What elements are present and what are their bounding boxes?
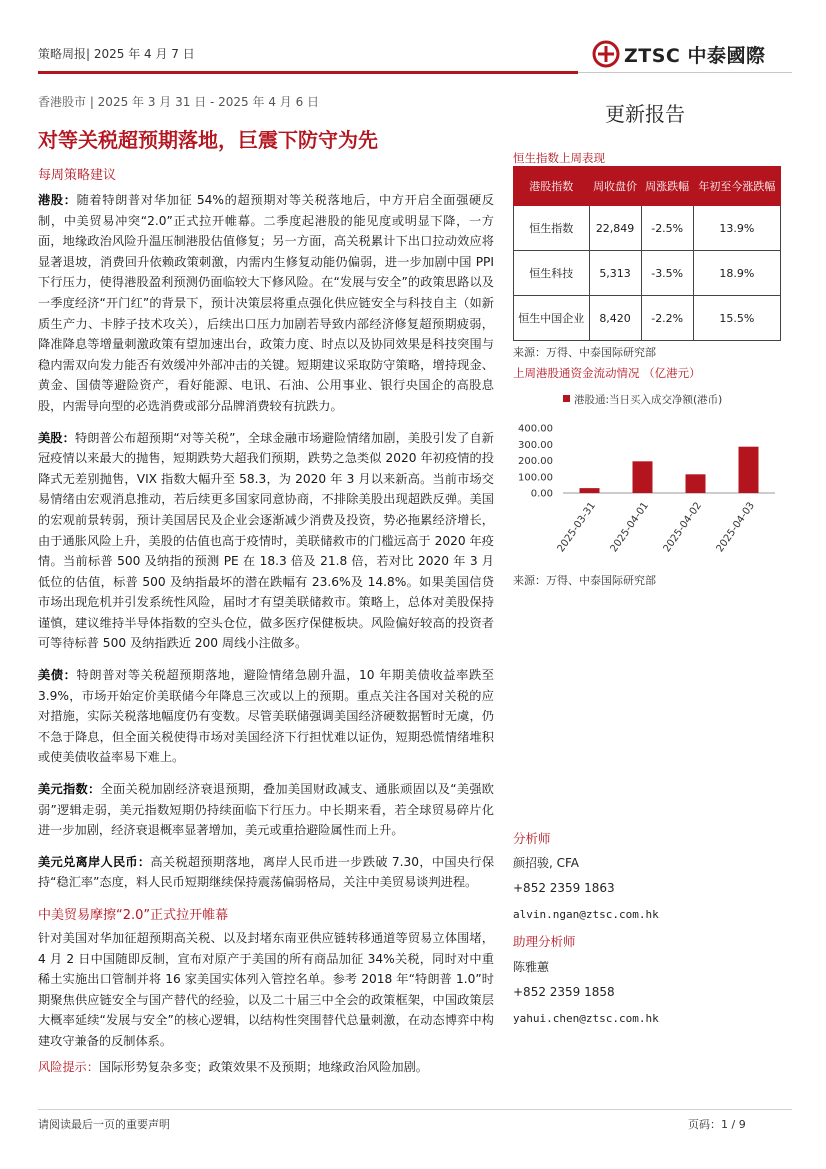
bar <box>686 474 706 493</box>
cnh-text: 高关税超预期落地，离岸人民币进一步跌破 7.30，中国央行保持“稳汇率”态度，料人民币短期继续保持震荡偏弱格局，关注中美贸易谈判进程。 <box>38 854 495 890</box>
index-table <box>513 166 781 341</box>
page-number: 页码：1 / 9 <box>688 1118 746 1131</box>
us-bond-paragraph <box>38 665 494 768</box>
weekly-change: -2.2% <box>641 296 693 341</box>
header-rule <box>38 71 578 74</box>
y-tick-label: 300.00 <box>518 439 553 451</box>
cnh-paragraph <box>38 852 494 893</box>
bar <box>739 447 759 493</box>
legend-label: 港股通:当日买入成交净额(港币) <box>574 394 723 406</box>
weekly-heading: 每周策略建议 <box>38 168 117 183</box>
flow-chart-title: 上周港股通资金流动情况 （亿港元） <box>513 366 701 380</box>
weekly-change: -3.5% <box>641 251 693 296</box>
hk-text: 随着特朗普对华加征 54%的超预期对等关税落地后，中方开启全面强硬反制，中美贸易冲突“2.0”正式拉开帷幕。二季度起港股的能见度或明显下降，一方面，地缘政治风险升温压制港股估值修复；另一方面，高关税累计下出口拉动效应将显著退坡，消费回升依赖政策刺激，内需内生修复动能仍偏弱，进一步加剧中国 PPI 下行压力，使得港股盈利预测仍面临较大下修风险。在“发展与安全”的政策思路以及一季度经济“开门红”的背景下，预计决策层将重点强化供应链安全与科技自主（如新质生产力、卡脖子技术攻关），后续出口压力加剧若导致内部经济修复超预期疲弱，降准降息等增量刺激政策有望加速出台，政策力度、时点以及协同效果是科技突围与稳内需双向发力能否有效缓冲外部冲击的关键。短期建议采取防守策略，增持现金、黄金、国债等避险资产，看好能源、电讯、石油、公用事业、银行央国企的高股息股，内需导向型的必选消费或部分品牌消费较有抗跌力。 <box>38 193 494 413</box>
y-tick-label: 100.00 <box>518 472 553 484</box>
analyst-label: 分析师 <box>513 831 551 846</box>
y-tick-label: 0.00 <box>530 488 553 500</box>
hk-paragraph <box>38 190 494 417</box>
us-bond-text: 特朗普对等关税超预期落地，避险情绪急剧升温，10 年期美债收益率跌至 3.9%，市场开始定价美联储今年降息三次或以上的预期。重点关注各国对关税的应对措施，实际关税落地幅度仍有变数。尽管美联储强调美国经济硬数据暂时无虞，仍不急于降息，但全面关税使得市场对美国经济下行担忧难以证伪，短期恐慌情绪堆积或使美债收益率易下难上。 <box>38 668 494 765</box>
col-header: 周涨跌幅 <box>641 167 693 206</box>
close-price: 5,313 <box>589 251 641 296</box>
assistant-label: 助理分析师 <box>513 934 576 949</box>
logo-icon <box>592 40 620 68</box>
trade-war-heading: 中美贸易摩擦“2.0”正式拉开帷幕 <box>38 908 229 923</box>
col-header: 港股指数 <box>514 167 590 206</box>
index-name: 恒生中国企业 <box>514 296 590 341</box>
y-tick-label: 400.00 <box>518 423 553 435</box>
table-row <box>514 206 781 251</box>
bar <box>580 488 600 493</box>
analyst-name: 颜招骏, CFA <box>513 856 580 870</box>
chart-source: 来源：万得、中泰国际研究部 <box>513 574 656 587</box>
col-header: 周收盘价 <box>589 167 641 206</box>
ytd-change: 15.5% <box>693 296 780 341</box>
risk-label: 风险提示： <box>38 1060 99 1074</box>
ytd-change: 13.9% <box>693 206 780 251</box>
footer-rule <box>38 1109 792 1110</box>
col-header: 年初至今涨跌幅 <box>693 167 780 206</box>
x-tick-label: 2025-04-01 <box>608 500 651 555</box>
cnh-label: 美元兑离岸人民币： <box>38 854 151 869</box>
assistant-email[interactable]: yahui.chen@ztsc.com.hk <box>513 1012 659 1025</box>
index-table-title: 恒生指数上周表现 <box>513 151 605 165</box>
dxy-paragraph <box>38 779 494 841</box>
index-name: 恒生指数 <box>514 206 590 251</box>
index-table-wrap <box>513 166 781 341</box>
logo-text: ZTSC 中泰國際 <box>624 44 766 67</box>
flow-chart <box>513 385 783 570</box>
analyst-phone: +852 2359 1863 <box>513 881 615 895</box>
x-tick-label: 2025-03-31 <box>555 500 598 555</box>
dxy-label: 美元指数： <box>38 782 101 797</box>
us-bond-label: 美债： <box>38 668 77 683</box>
dxy-text: 全面关税加剧经济衰退预期，叠加美国财政减支、通胀顽固以及“美强欧弱”逻辑走弱，美元指数短期仍持续面临下行压力。中长期来看，若全球贸易碎片化进一步加剧，经济衰退概率显著增加，美元或重拾避险属性而上升。 <box>38 782 494 838</box>
weekly-change: -2.5% <box>641 206 693 251</box>
page-title: 对等关税超预期落地，巨震下防守为先 <box>38 128 378 152</box>
y-tick-label: 200.00 <box>518 456 553 467</box>
bar <box>633 461 653 493</box>
header-rule-gray <box>578 72 792 73</box>
hk-label: 港股： <box>38 193 77 207</box>
table-source: 来源：万得、中泰国际研究部 <box>513 346 656 359</box>
us-equity-text: 特朗普公布超预期“对等关税”，全球金融市场避险情绪加剧，美股引发了自新冠疫情以来最大的抛售，短期跌势大超我们预期，跌势之急类似 2020 年初疫情的投降式无差别抛售，VIX 指数大幅升至 58.3，为 2020 年 3 月以来新高。当前市场交易情绪由宏观消息推动，若后续更多国家同意协商，不排除美股出现超跌反弹。美国的宏观前景转弱，预计美国居民及企业会逐渐减少消费及投资，势必拖累经济增长，由于通胀风险上升，美股的估值也高于疫情时，美联储救市的门槛远高于 2020 年疫情。当前标普 500 及纳指的预测 PE 在 18.3 倍及 21.8 倍，若对比 2020 年 3 月低位的估值，标普 500 及纳指最坏的潜在跌幅有 23.6%及 14.8%。如果美国信贷市场出现危机并引发系统性风险，届时才有望美联储救市。策略上，总体对美股保持谨慎，建议维持半导体指数的空头仓位，做多医疗保健板块。风险偏好较高的投资者可等待标普 500 及纳指跌近 200 周线小注做多。 <box>38 430 494 651</box>
weekly-body <box>38 190 494 893</box>
analyst-email[interactable]: alvin.ngan@ztsc.com.hk <box>513 908 659 921</box>
x-tick-label: 2025-04-03 <box>714 500 757 555</box>
x-tick-label: 2025-04-02 <box>661 500 704 555</box>
report-type: 更新报告 <box>605 102 685 126</box>
report-header-date: 策略周报| 2025 年 4 月 7 日 <box>38 47 195 61</box>
us-equity-label: 美股： <box>38 430 75 445</box>
index-table-header <box>514 167 781 206</box>
risk-text: 国际形势复杂多变；政策效果不及预期；地缘政治风险加剧。 <box>98 1060 428 1074</box>
table-row <box>514 251 781 296</box>
assistant-phone: +852 2359 1858 <box>513 985 615 999</box>
us-equity-paragraph <box>38 428 494 655</box>
close-price: 8,420 <box>589 296 641 341</box>
table-row <box>514 296 781 341</box>
footer-disclaimer: 请阅读最后一页的重要声明 <box>38 1118 170 1131</box>
close-price: 22,849 <box>589 206 641 251</box>
risk-note <box>38 1058 428 1075</box>
legend-swatch <box>563 395 570 402</box>
assistant-name: 陈雅蕙 <box>513 960 550 974</box>
trade-war-text: 针对美国对华加征超预期高关税、以及封堵东南亚供应链转移通道等贸易立体围堵，4 月 2 日中国随即反制，宣布对原产于美国的所有商品加征 34%关税，同时对中重稀土实施出口管制并将 16 家美国实体列入管控名单。参考 2018 年“特朗普 1.0”时期聚焦供应链安全与国产替代的经验，以及二十届三中全会的政策框架，中国政策层大概率延续“发展与安全”的核心逻辑，以结构性突围替代总量刺激，在动态博弈中构建攻守兼备的反制体系。 <box>38 931 494 1048</box>
market-period: 香港股市 | 2025 年 3 月 31 日 - 2025 年 4 月 6 日 <box>38 95 320 109</box>
index-name: 恒生科技 <box>514 251 590 296</box>
company-logo <box>592 38 792 70</box>
ytd-change: 18.9% <box>693 251 780 296</box>
